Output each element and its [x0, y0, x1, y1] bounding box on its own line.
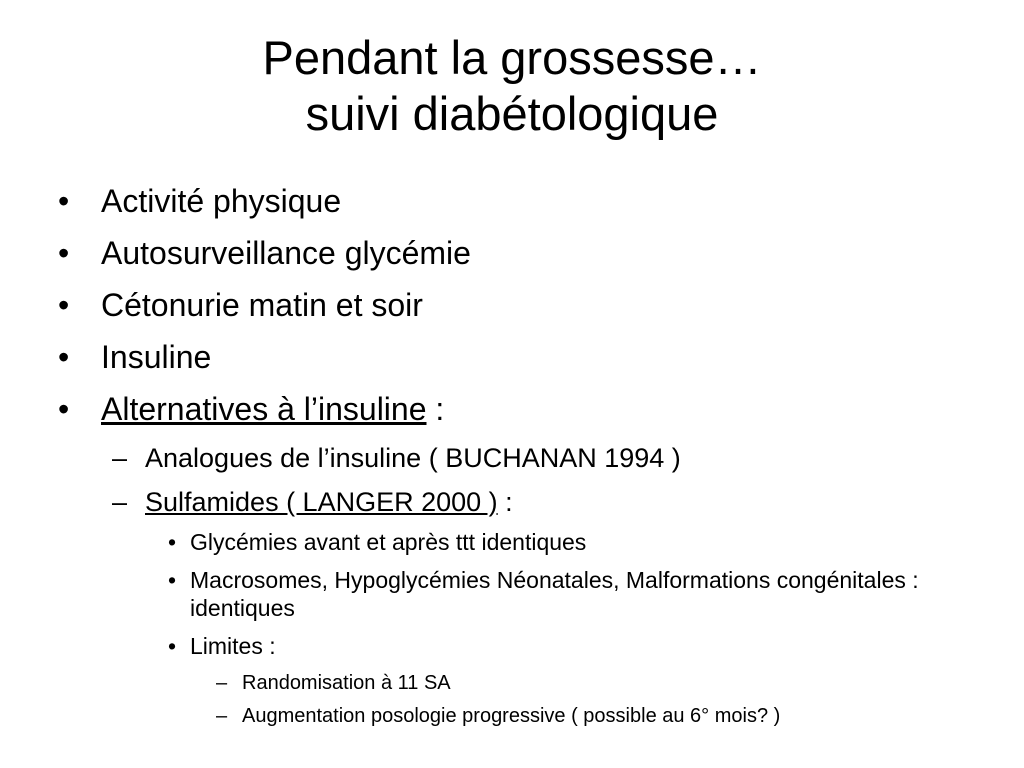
sub-bullet-item — [58, 440, 988, 476]
bullet-dot: • — [58, 339, 70, 375]
bullet-item — [58, 180, 988, 222]
bullet-item — [58, 336, 988, 378]
bullet-dash: – — [216, 672, 228, 694]
bullet-text: Activité physique — [101, 183, 342, 219]
level4-bullet-item — [58, 703, 988, 730]
sub-bullet-text: Analogues de l’insuline ( BUCHANAN 1994 ) — [145, 443, 681, 473]
level4-bullet-text: Randomisation à 11 SA — [242, 672, 451, 694]
bullet-dot: • — [58, 183, 70, 219]
bullet-text: Cétonurie matin et soir — [101, 287, 423, 323]
alternatives-link[interactable]: Alternatives à l’insuline — [101, 391, 427, 427]
bullet-dot: • — [168, 567, 177, 593]
title-line-1: Pendant la grossesse… — [262, 31, 762, 84]
sub-sub-bullet-item — [58, 566, 988, 622]
sub-sub-bullet-text: Glycémies avant et après ttt identiques — [190, 529, 587, 555]
sulfamides-link[interactable]: Sulfamides ( LANGER 2000 ) — [145, 487, 498, 517]
bullet-dot: • — [58, 391, 70, 427]
level4-bullet-text: Augmentation posologie progressive ( possible au 6° mois? ) — [242, 705, 781, 727]
bullet-text: Autosurveillance glycémie — [101, 235, 471, 271]
sub-sub-bullet-item — [58, 632, 988, 660]
bullet-dash: – — [216, 705, 228, 727]
sub-sub-bullet-text: Macrosomes, Hypoglycémies Néonatales, Malformations congénitales : identiques — [190, 567, 919, 621]
sub-bullet-text-suffix: : — [497, 487, 513, 517]
bullet-dash: – — [112, 487, 128, 517]
sub-sub-bullet-item — [58, 528, 988, 556]
bullet-dot: • — [58, 235, 70, 271]
level4-bullet-item — [58, 670, 988, 697]
bullet-text-suffix: : — [426, 391, 445, 427]
bullet-text: Insuline — [101, 339, 212, 375]
bullet-item — [58, 388, 988, 430]
bullet-dot: • — [58, 287, 70, 323]
sub-sub-bullet-text: Limites : — [190, 633, 276, 659]
bullet-item — [58, 232, 988, 274]
slide-title — [0, 30, 1024, 142]
title-line-2: suivi diabétologique — [305, 87, 719, 140]
sub-bullet-item — [58, 484, 988, 520]
bullet-dash: – — [112, 443, 128, 473]
bullet-dot: • — [168, 633, 177, 659]
bullet-item — [58, 284, 988, 326]
bullet-list — [58, 180, 988, 736]
bullet-dot: • — [168, 529, 177, 555]
